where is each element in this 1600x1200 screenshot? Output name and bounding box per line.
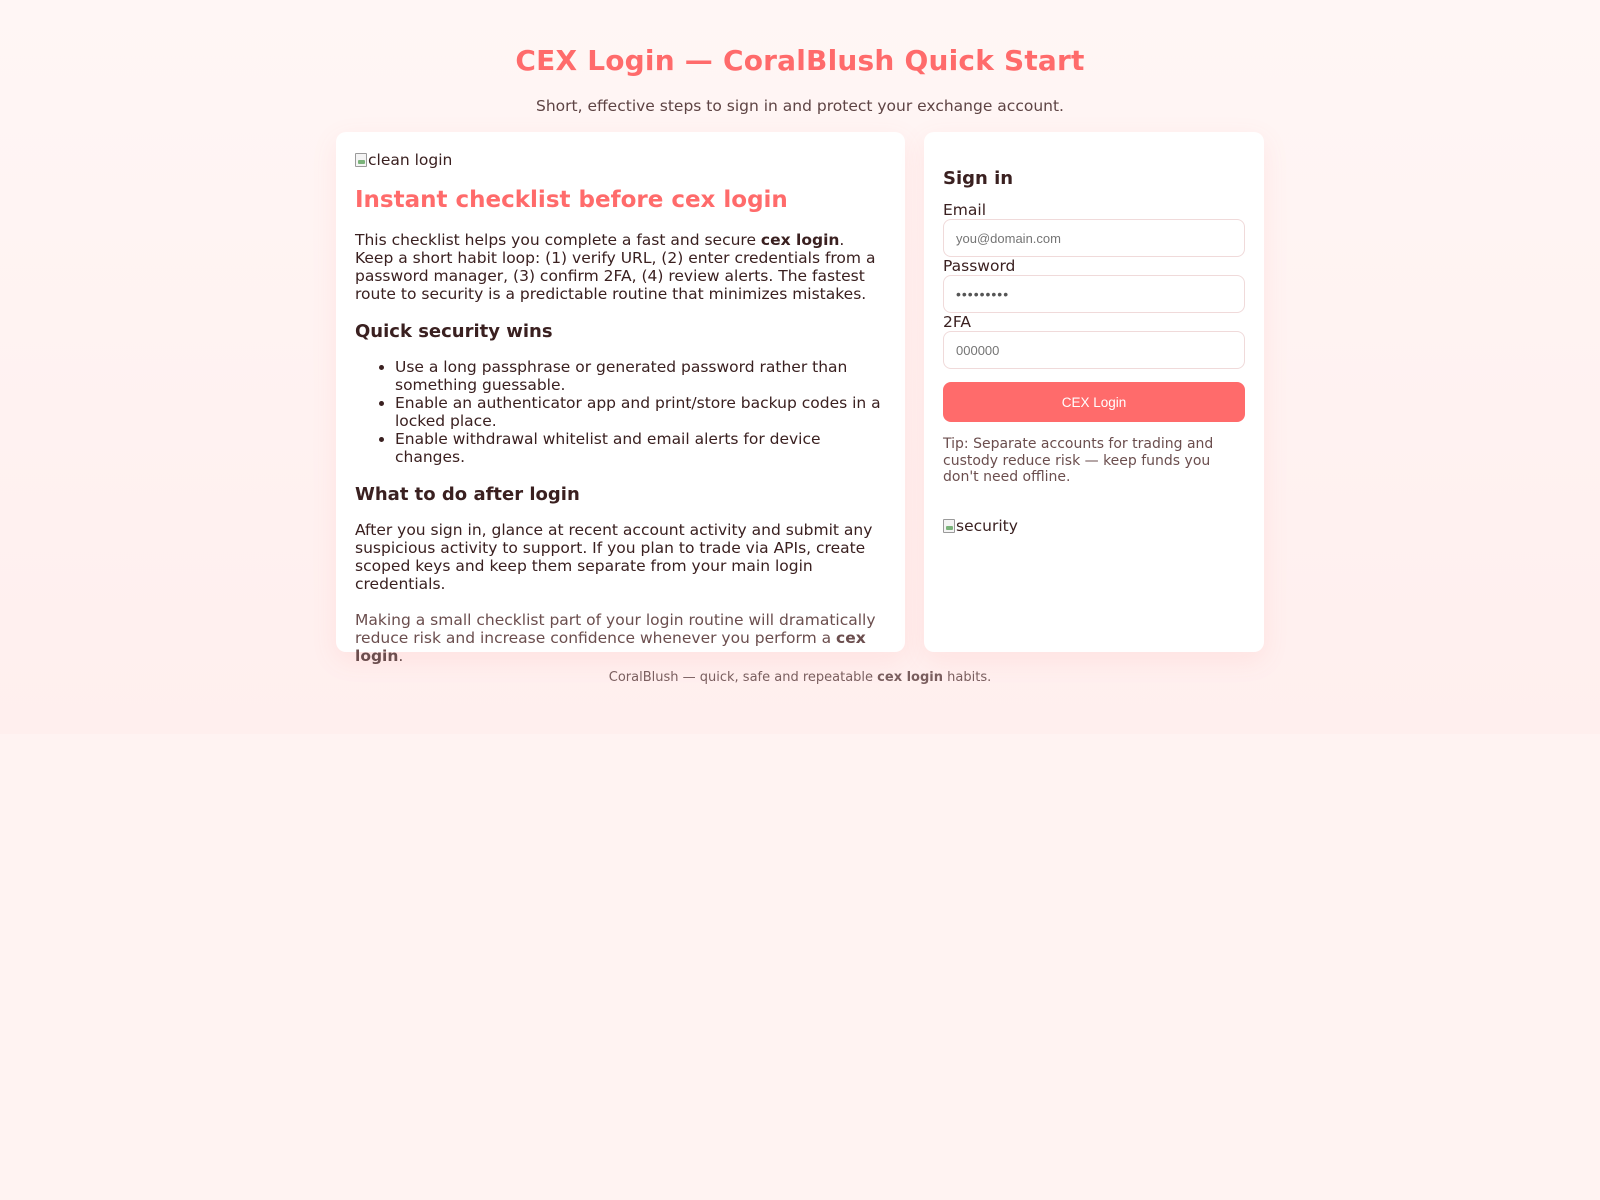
intro-text-end: . Keep a short habit loop: (1) verify URL, (2) enter credentials from a password manager, (3) confirm 2FA, (4) review alerts. The fastest route to security is a predictable routine that minimizes mistakes. bbox=[355, 231, 876, 303]
twofa-label: 2FA bbox=[943, 313, 971, 331]
list-item: • Enable an authenticator app and print/store backup codes in a locked place. bbox=[395, 394, 886, 430]
wins-list bbox=[355, 358, 886, 466]
intro-text-start: This checklist helps you complete a fast and secure bbox=[355, 231, 761, 249]
signin-tip: Tip: Separate accounts for trading and custody reduce risk — keep funds you don't need offline. bbox=[943, 436, 1214, 485]
footer-text-end: habits. bbox=[943, 670, 992, 685]
footer-text-start: CoralBlush — quick, safe and repeatable bbox=[608, 670, 878, 685]
intro-keyword: cex login bbox=[760, 231, 840, 249]
broken-image-icon bbox=[355, 153, 367, 167]
closing-text-start: Making a small checklist part of your login routine will dramatically reduce risk and increase confidence whenever you perform a bbox=[355, 611, 876, 647]
after-login-text: After you sign in, glance at recent account activity and submit any suspicious activity to support. If you plan to trade via APIs, create scoped keys and keep them separate from your main login credentials. bbox=[355, 521, 873, 593]
clean-login-image-alt: clean login bbox=[368, 151, 453, 169]
checklist-card bbox=[336, 132, 905, 665]
security-image-alt: security bbox=[956, 516, 1018, 535]
after-login-heading: What to do after login bbox=[355, 484, 580, 505]
security-image bbox=[943, 516, 1018, 536]
broken-image-icon bbox=[943, 519, 955, 533]
page-title: CEX Login — CoralBlush Quick Start bbox=[515, 44, 1085, 77]
password-field[interactable] bbox=[943, 275, 1245, 313]
wins-heading: Quick security wins bbox=[355, 321, 553, 342]
page-subtitle: Short, effective steps to sign in and protect your exchange account. bbox=[536, 97, 1064, 115]
cex-login-button[interactable]: CEX Login bbox=[943, 382, 1245, 422]
checklist-intro bbox=[355, 231, 886, 303]
clean-login-image bbox=[355, 150, 452, 170]
email-field[interactable] bbox=[943, 219, 1245, 257]
footer-keyword: cex login bbox=[877, 670, 944, 685]
email-label: Email bbox=[943, 201, 987, 219]
closing-text-end: . bbox=[398, 647, 404, 665]
signin-card bbox=[924, 132, 1264, 652]
closing-keyword: cex login bbox=[355, 629, 866, 665]
list-item: • Enable withdrawal whitelist and email alerts for device changes. bbox=[395, 430, 886, 466]
closing-text bbox=[355, 611, 886, 665]
list-item: • Use a long passphrase or generated password rather than something guessable. bbox=[395, 358, 886, 394]
password-label: Password bbox=[943, 257, 1016, 275]
twofa-field[interactable] bbox=[943, 331, 1245, 369]
signin-heading: Sign in bbox=[943, 168, 1014, 189]
checklist-heading: Instant checklist before cex login bbox=[355, 187, 788, 213]
footer bbox=[0, 670, 1600, 685]
